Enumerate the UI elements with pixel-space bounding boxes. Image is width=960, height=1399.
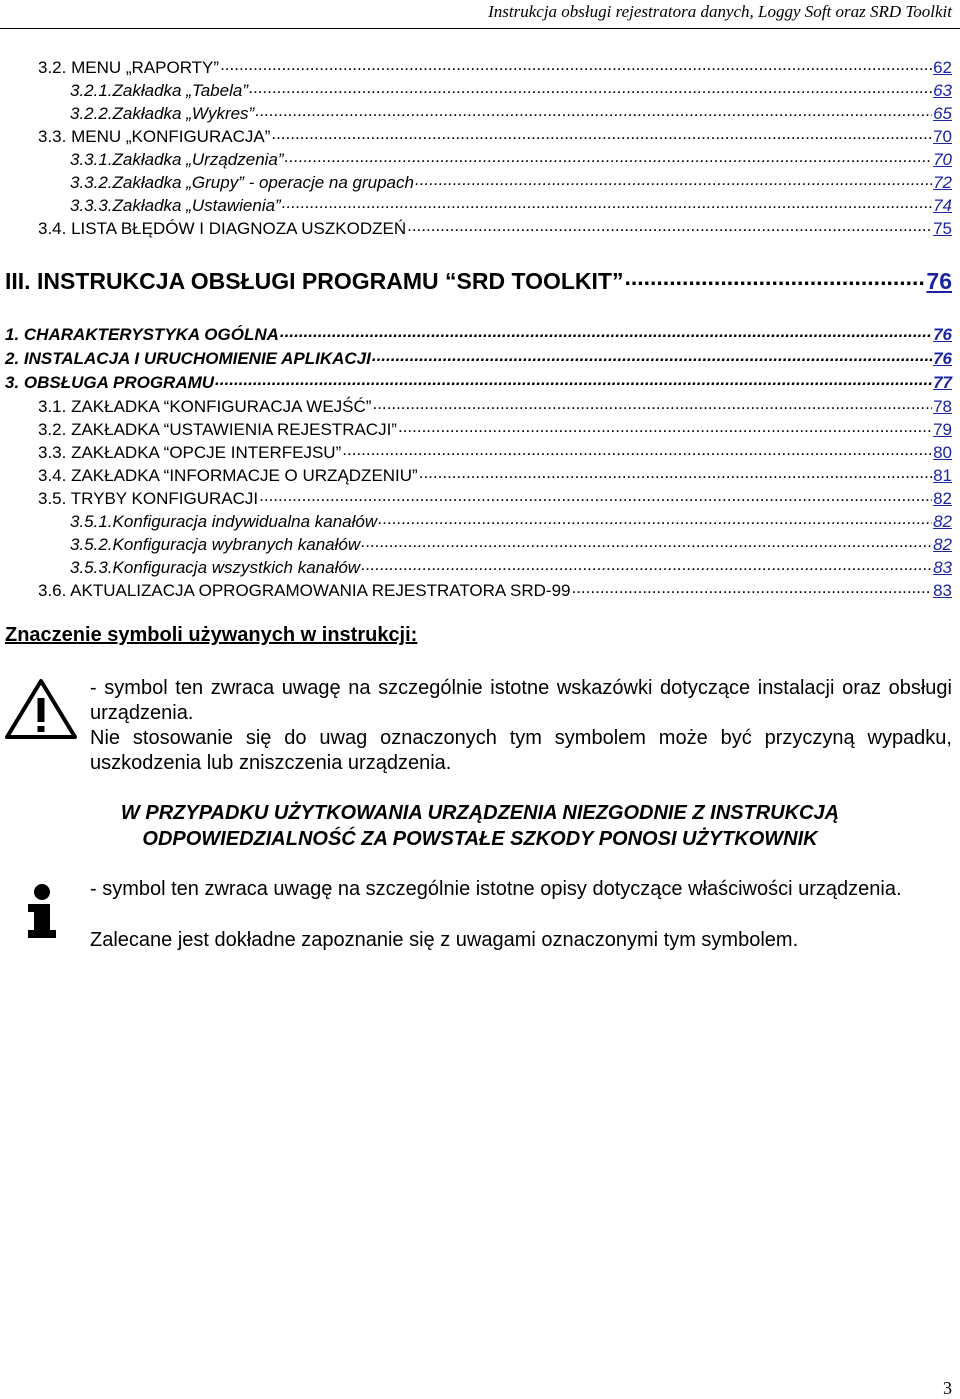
toc-page-link[interactable]: 81 (933, 466, 952, 485)
toc-page-link[interactable]: 79 (933, 420, 952, 439)
toc-entry[interactable] (70, 194, 952, 216)
toc-label: 3.3.2.Zakładka „Grupy” - operacje na grupach (70, 173, 414, 192)
toc-label: 3.5.1.Konfiguracja indywidualna kanałów (70, 512, 378, 531)
toc-label: 3.2. MENU „RAPORTY” (38, 58, 220, 77)
toc-entry[interactable] (38, 125, 952, 147)
info-icon (14, 880, 70, 940)
warning-heading-line-2: ODPOWIEDZIALNOŚĆ ZA POWSTAŁE SZKODY PONOSI UŻYTKOWNIK (142, 828, 818, 850)
toc-label: 3.2.1.Zakładka „Tabela” (70, 81, 248, 100)
toc-page-link[interactable]: 63 (933, 81, 952, 100)
toc-page-link[interactable]: 82 (933, 512, 952, 531)
toc-label: 3.3.1.Zakładka „Urządzenia” (70, 150, 284, 169)
page-header (0, 0, 960, 29)
warning-consequence: Nie stosowanie się do uwag oznaczonych tym symbolem może być przyczyną wypadku, uszkodzenia lub zniszczenia urządzenia. (90, 727, 952, 774)
toc-label: 3.3.3.Zakładka „Ustawienia” (70, 196, 281, 215)
toc-page-link[interactable]: 70 (933, 127, 952, 146)
toc-label: 3.3. ZAKŁADKA “OPCJE INTERFEJSU” (38, 443, 342, 462)
toc-entry[interactable] (38, 56, 952, 78)
toc-page-link[interactable]: 83 (933, 558, 952, 577)
toc-page-link[interactable]: 62 (933, 58, 952, 77)
toc-label: 3. OBSŁUGA PROGRAMU (5, 373, 215, 392)
warning-triangle-icon (4, 678, 78, 740)
toc-entry[interactable] (70, 102, 952, 124)
toc-page-link[interactable]: 76 (926, 268, 952, 294)
toc-label: 3.3. MENU „KONFIGURACJA” (38, 127, 271, 146)
toc-label: 2. INSTALACJA I URUCHOMIENIE APLIKACJI (5, 349, 371, 368)
toc-label: 3.4. LISTA BŁĘDÓW I DIAGNOZA USZKODZEŃ (38, 219, 407, 238)
toc-label: 3.5.3.Konfiguracja wszystkich kanałów (70, 558, 361, 577)
toc-page-link[interactable]: 75 (933, 219, 952, 238)
toc-page-link[interactable]: 82 (933, 489, 952, 508)
toc-entry[interactable] (70, 533, 952, 555)
header-title: Instrukcja obsługi rejestratora danych, Loggy Soft oraz SRD Toolkit (488, 2, 952, 21)
page-number: 3 (943, 1378, 952, 1398)
info-recommendation: Zalecane jest dokładne zapoznanie się z uwagami oznaczonymi tym symbolem. (90, 929, 799, 951)
toc-entry[interactable] (5, 371, 952, 393)
toc-entry[interactable] (38, 441, 952, 463)
toc-page-link[interactable]: 83 (933, 581, 952, 600)
toc-page-link[interactable]: 76 (933, 349, 952, 368)
toc-entry[interactable] (70, 510, 952, 532)
toc-label: 3.5. TRYBY KONFIGURACJI (38, 489, 259, 508)
toc-entry[interactable] (5, 347, 952, 369)
info-description: - symbol ten zwraca uwagę na szczególnie istotne opisy dotyczące właściwości urządzenia. (90, 878, 902, 900)
toc-label: 3.6. AKTUALIZACJA OPROGRAMOWANIA REJESTRATORA SRD-99 (38, 581, 571, 600)
toc-entry[interactable] (70, 148, 952, 170)
toc-label: 3.2. ZAKŁADKA “USTAWIENIA REJESTRACJI” (38, 420, 397, 439)
toc-label: 3.2.2.Zakładka „Wykres” (70, 104, 255, 123)
legend-title: Znaczenie symboli używanych w instrukcji: (5, 624, 418, 646)
toc-entry[interactable] (70, 556, 952, 578)
toc-page-link[interactable]: 77 (933, 373, 952, 392)
toc-entry[interactable] (5, 323, 952, 345)
toc-page-link[interactable]: 80 (933, 443, 952, 462)
toc-entry[interactable] (38, 418, 952, 440)
toc-entry[interactable] (38, 395, 952, 417)
toc-page-link[interactable]: 76 (933, 325, 952, 344)
toc-label: 3.5.2.Konfiguracja wybranych kanałów (70, 535, 361, 554)
toc-entry[interactable] (70, 79, 952, 101)
toc-page-link[interactable]: 65 (933, 104, 952, 123)
toc-entry[interactable] (38, 464, 952, 486)
warning-heading-line-1: W PRZYPADKU UŻYTKOWANIA URZĄDZENIA NIEZGODNIE Z INSTRUKCJĄ (120, 802, 840, 824)
toc-page-link[interactable]: 70 (933, 150, 952, 169)
toc-entry[interactable] (5, 266, 952, 295)
toc-page-link[interactable]: 82 (933, 535, 952, 554)
toc-label: 3.4. ZAKŁADKA “INFORMACJE O URZĄDZENIU” (38, 466, 418, 485)
toc-page-link[interactable]: 74 (933, 196, 952, 215)
toc-entry[interactable] (38, 579, 952, 601)
toc-entry[interactable] (38, 217, 952, 239)
toc-page-link[interactable]: 78 (933, 397, 952, 416)
toc-entry[interactable] (70, 171, 952, 193)
toc-label: 3.1. ZAKŁADKA “KONFIGURACJA WEJŚĆ” (38, 397, 372, 416)
toc-label: III. INSTRUKCJA OBSŁUGI PROGRAMU “SRD TOOLKIT” (5, 268, 624, 294)
toc-page-link[interactable]: 72 (933, 173, 952, 192)
warning-description: - symbol ten zwraca uwagę na szczególnie istotne wskazówki dotyczące instalacji oraz obsługi urządzenia. (90, 677, 952, 724)
toc-label: 1. CHARAKTERYSTYKA OGÓLNA (5, 325, 279, 344)
toc-entry[interactable] (38, 487, 952, 509)
